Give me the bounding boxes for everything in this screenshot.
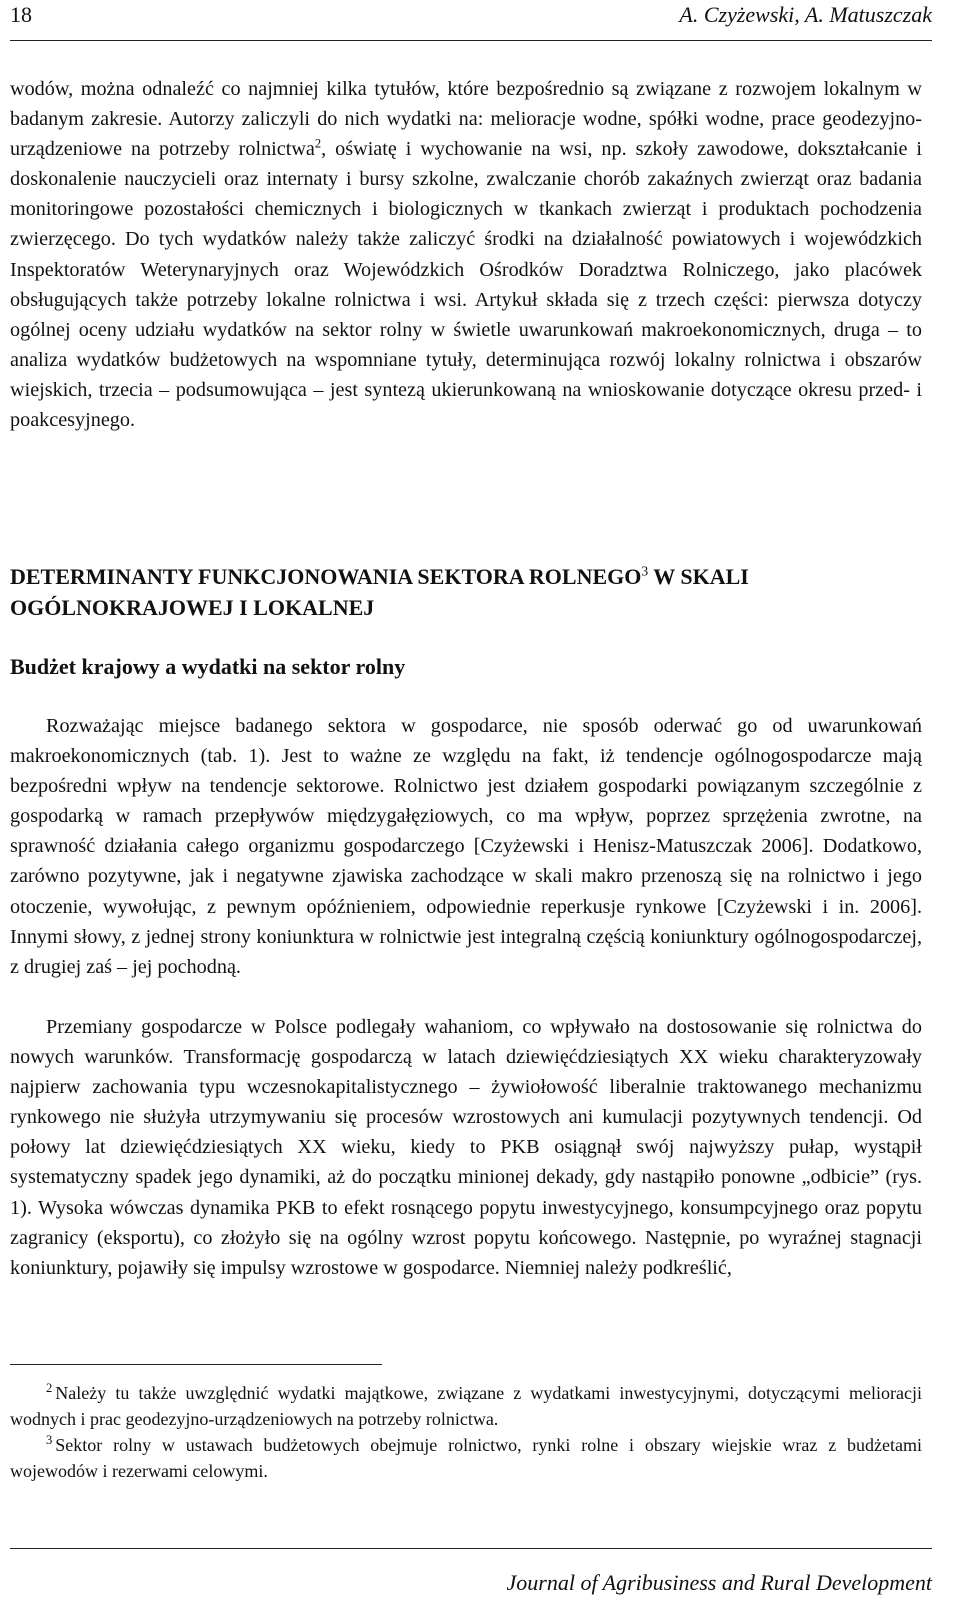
footnote-ref-3: 3 [641, 563, 649, 579]
footnote-2-text: Należy tu także uwzględnić wydatki majątkowe, związane z wydatkami inwestycyjnymi, dotyczącymi melioracji wodnych i prac geodezyjno-urządzeniowych na potrzeby rolnictwa. [10, 1383, 922, 1429]
footnote-2 [10, 1380, 922, 1432]
page-header [10, 2, 932, 41]
intro-text-part1: wodów, można odnaleźć co najmniej kilka tytułów, które bezpośrednio są związane z rozwojem lokalnym w badanym zakresie. Autorzy zaliczyli do nich wydatki na: melioracje wodne, spółki wodne, prace geodezyjno-urządzeniowe na potrzeby rolnictwa [10, 78, 922, 161]
intro-paragraph [10, 74, 922, 435]
intro-text-part2: , oświatę i wychowanie na wsi, np. szkoły zawodowe, dokształcanie i doskonalenie nauczycieli oraz internaty i bursy szkolne, zwalczanie chorób zakaźnych zwierząt oraz badania monitoringowe pozostałości chemicznych i biologicznych w tkankach zwierząt i produktach pochodzenia zwierzęcego. Do tych wydatków należy także zaliczyć środki na działalność powiatowych i wojewódzkich Inspektoratów Weterynaryjnych oraz Wojewódzkich Ośrodków Doradztwa Rolniczego, jako placówek obsługujących także potrzeby lokalne rolnictwa i wsi. Artykuł składa się z trzech części: pierwsza dotyczy ogólnej oceny udziału wydatków na sektor rolny w świetle uwarunkowań makroekonomicznych, druga – to analiza wydatków budżetowych na wspomniane tytuły, determinująca rozwój lokalny rolnictwa i obszarów wiejskich, trzecia – podsumowująca – jest syntezą ukierunkowaną na wnioskowanie dotyczące okresu przed- i poakcesyjnego. [10, 138, 922, 432]
journal-name: Journal of Agribusiness and Rural Development [506, 1570, 932, 1595]
footer-rule [10, 1548, 932, 1549]
footnote-ref-2: 2 [314, 136, 322, 151]
section-title-part1: DETERMINANTY FUNKCJONOWANIA SEKTORA ROLNEGO [10, 564, 642, 589]
footnote-3-text: Sektor rolny w ustawach budżetowych obejmuje rolnictwo, rynki rolne i obszary wiejskie wraz z budżetami wojewodów i rezerwami celowymi. [10, 1435, 922, 1481]
footnote-3-mark: 3 [46, 1433, 53, 1447]
subsection-title: Budżet krajowy a wydatki na sektor rolny [10, 654, 406, 679]
body-paragraph-1: Rozważając miejsce badanego sektora w gospodarce, nie sposób oderwać go od uwarunkowań makroekonomicznych (tab. 1). Jest to ważne ze względu na fakt, iż tendencje ogólnogospodarcze mają bezpośredni wpływ na tendencje sektorowe. Rolnictwo jest działem gospodarki powiązanym szczególnie z gospodarką w ramach przepływów międzygałęziowych, co ma wpływ, poprzez sprzężenia zwrotne, na sprawność działania całego organizmu gospodarczego [Czyżewski i Henisz-Matuszczak 2006]. Dodatkowo, zarówno pozytywne, jak i negatywne zjawiska zachodzące w skali makro przenoszą się na rolnictwo i jego otoczenie, wywołując, z pewnym opóźnieniem, odpowiednie reperkusje rynkowe [Czyżewski i in. 2006]. Innymi słowy, z jednej strony koniunktura w rolnictwie jest integralną częścią koniunktury ogólnogospodarczej, z drugiej zaś – jej pochodną. [10, 715, 922, 978]
running-head-authors: A. Czyżewski, A. Matuszczak [679, 2, 932, 27]
body-paragraph-2: Przemiany gospodarcze w Polsce podlegały wahaniom, co wpływało na dostosowanie się rolnictwa do nowych warunków. Transformację gospodarczą w latach dziewięćdziesiątych XX wieku charakteryzowały najpierw zachowania typu wczesnokapitalistycznego – żywiołowość liberalnie traktowanego mechanizmu rynkowego nie służyła utrzymywaniu się procesów wzrostowych ani kumulacji pozytywnych tendencji. Od połowy lat dziewięćdziesiątych XX wieku, kiedy to PKB osiągnął swój najwyższy pułap, wystąpił systematyczny spadek jego dynamiki, aż do początku minionej dekady, gdy nastąpiło ponowne „odbicie” (rys. 1). Wysoka wówczas dynamika PKB to efekt rosnącego popytu inwestycyjnego, konsumpcyjnego oraz popytu zagranicy (eksportu), co złożyło się na ogólny wzrost popytu końcowego. Następnie, po wyraźnej stagnacji koniunktury, pojawiły się impulsy wzrostowe w gospodarce. Niemniej należy podkreślić, [10, 1016, 922, 1279]
section-title [10, 561, 922, 623]
page-number: 18 [10, 2, 32, 27]
section-title-part2: W SKALI OGÓLNOKRAJOWEJ I LOKALNEJ [10, 564, 749, 620]
footnote-3 [10, 1432, 922, 1484]
footnote-2-mark: 2 [46, 1381, 53, 1395]
footnote-separator [10, 1364, 382, 1365]
